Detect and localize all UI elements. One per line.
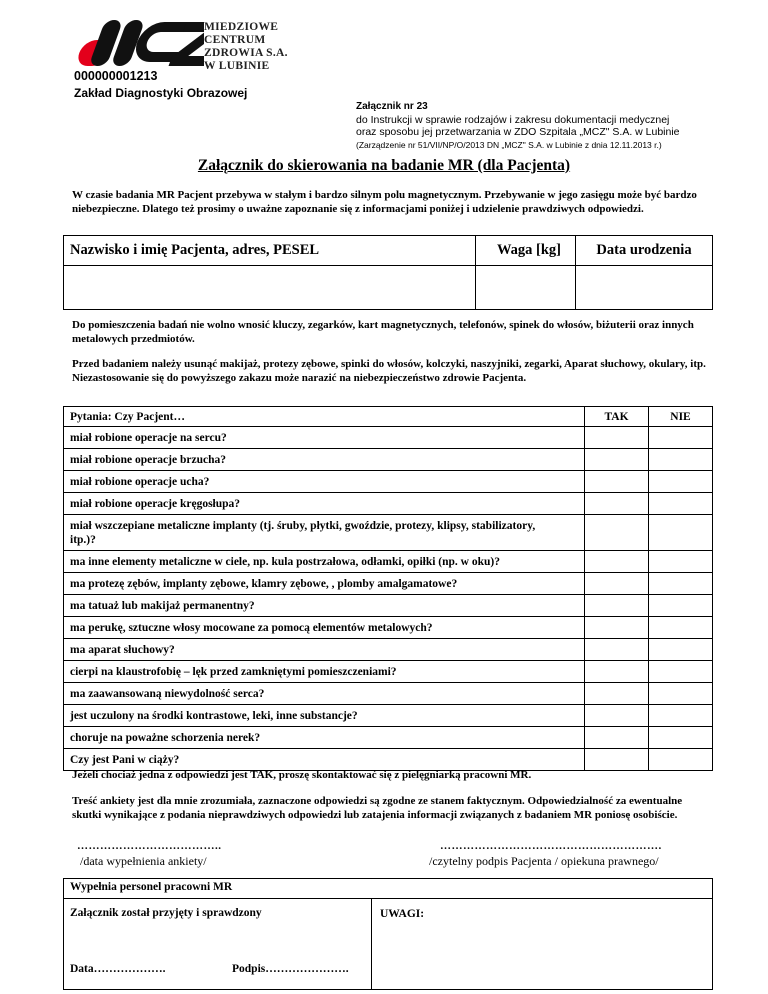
- staff-header: Wypełnia personel pracowni MR: [64, 879, 713, 899]
- attachment-note: [356, 101, 680, 151]
- attachment-regulation: (Zarządzenie nr 51/VII/NP/O/2013 DN „MCZ" S.A. w Lubinie z dnia 12.11.2013 r.): [356, 139, 662, 150]
- no-header: NIE: [649, 407, 713, 427]
- no-checkbox[interactable]: [649, 683, 713, 705]
- signature-caption: /czytelny podpis Pacjenta / opiekuna prawnego/: [429, 854, 659, 868]
- yes-checkbox[interactable]: [585, 573, 649, 595]
- no-checkbox[interactable]: [649, 551, 713, 573]
- question-text: miał robione operacje na sercu?: [64, 427, 585, 449]
- notes-field[interactable]: [372, 899, 713, 990]
- birth-date-field[interactable]: [576, 266, 713, 310]
- weight-header: Waga [kg]: [476, 236, 576, 266]
- no-checkbox[interactable]: [649, 661, 713, 683]
- no-checkbox[interactable]: [649, 515, 713, 551]
- declaration-text: Treść ankiety jest dla mnie zrozumiała, zaznaczone odpowiedzi są zgodne ze stanem faktycznym. Odpowiedzialność za ewentualne skutki wynikające z podania nieprawdziwych odpowiedzi lub zatajenia informacji związanych z badaniem MR poniosę osobiście.: [72, 795, 683, 821]
- question-text: ma tatuaż lub makijaż permanentny?: [64, 595, 585, 617]
- yes-checkbox[interactable]: [585, 639, 649, 661]
- no-checkbox[interactable]: [649, 427, 713, 449]
- warning-removal-text: Przed badaniem należy usunąć makijaż, protezy zębowe, spinki do włosów, kolczyki, naszyjniki, zegarki, Aparat słuchowy, okulary, itp.: [72, 358, 706, 370]
- no-checkbox[interactable]: [649, 617, 713, 639]
- question-text: miał robione operacje ucha?: [64, 471, 585, 493]
- question-text: choruje na poważne schorzenia nerek?: [64, 727, 585, 749]
- warning-objects: Do pomieszczenia badań nie wolno wnosić kluczy, zegarków, kart magnetycznych, telefonów, spinek do włosów, biżuterii oraz innych metalowych przedmiotów.: [72, 319, 694, 345]
- staff-table: [63, 878, 713, 990]
- intro-text: W czasie badania MR Pacjent przebywa w stałym i bardzo silnym polu magnetycznym. Przebywanie w jego zasięgu może być bardzo niebezpieczne. Dlatego też prosimy o uważne zapoznanie się z informacjami poniżej i udzielenie prawdziwych odpowiedzi.: [72, 189, 697, 215]
- department-name: Zakład Diagnostyki Obrazowej: [74, 86, 248, 100]
- document-number: 000000001213: [74, 69, 158, 83]
- yes-checkbox[interactable]: [585, 471, 649, 493]
- no-checkbox[interactable]: [649, 493, 713, 515]
- yes-checkbox[interactable]: [585, 449, 649, 471]
- yes-header: TAK: [585, 407, 649, 427]
- no-checkbox[interactable]: [649, 705, 713, 727]
- date-signature-line[interactable]: ………………………………..: [77, 840, 222, 852]
- contact-note: Jeżeli chociaż jedna z odpowiedzi jest TAK, proszę skontaktować się z pielęgniarką pracowni MR.: [72, 769, 532, 781]
- questions-table: [63, 406, 713, 771]
- yes-checkbox[interactable]: [585, 749, 649, 771]
- no-checkbox[interactable]: [649, 471, 713, 493]
- no-checkbox[interactable]: [649, 573, 713, 595]
- staff-acceptance-cell: [64, 899, 372, 990]
- question-text: ma protezę zębów, implanty zębowe, klamry zębowe, , plomby amalgamatowe?: [64, 573, 585, 595]
- org-name-line: MIEDZIOWE: [204, 21, 279, 33]
- org-name: [204, 21, 288, 73]
- birth-date-header: Data urodzenia: [576, 236, 713, 266]
- question-text: ma zaawansowaną niewydolność serca?: [64, 683, 585, 705]
- question-text: miał robione operacje brzucha?: [64, 449, 585, 471]
- yes-checkbox[interactable]: [585, 727, 649, 749]
- warning-danger-text: Niezastosowanie się do powyższego zakazu może narazić na niebezpieczeństwo zdrowie Pacjenta.: [72, 372, 527, 384]
- warning-removal: [72, 357, 712, 385]
- question-text: miał wszczepiane metaliczne implanty (tj. śruby, płytki, gwoździe, protezy, klipsy, stabilizatory, itp.)?: [64, 515, 585, 551]
- page-title: Załącznik do skierowania na badanie MR (dla Pacjenta): [197, 157, 571, 174]
- patient-name-field[interactable]: [64, 266, 476, 310]
- yes-checkbox[interactable]: [585, 427, 649, 449]
- weight-field[interactable]: [476, 266, 576, 310]
- attachment-line: oraz sposobu jej przetwarzania w ZDO Szpitala „MCZ" S.A. w Lubinie: [356, 126, 680, 138]
- question-text: Czy jest Pani w ciąży?: [64, 749, 585, 771]
- staff-signature-field[interactable]: Podpis………………….: [232, 963, 349, 975]
- patient-name-header: Nazwisko i imię Pacjenta, adres, PESEL: [64, 236, 476, 266]
- question-text: jest uczulony na środki kontrastowe, leki, inne substancje?: [64, 705, 585, 727]
- no-checkbox[interactable]: [649, 595, 713, 617]
- no-checkbox[interactable]: [649, 727, 713, 749]
- yes-checkbox[interactable]: [585, 705, 649, 727]
- no-checkbox[interactable]: [649, 749, 713, 771]
- yes-checkbox[interactable]: [585, 515, 649, 551]
- yes-checkbox[interactable]: [585, 551, 649, 573]
- no-checkbox[interactable]: [649, 639, 713, 661]
- notes-label: UWAGI:: [380, 908, 425, 920]
- question-text: ma aparat słuchowy?: [64, 639, 585, 661]
- org-name-line: W LUBINIE: [204, 60, 270, 72]
- yes-checkbox[interactable]: [585, 661, 649, 683]
- question-text: ma perukę, sztuczne włosy mocowane za pomocą elementów metalowych?: [64, 617, 585, 639]
- yes-checkbox[interactable]: [585, 493, 649, 515]
- questions-header: Pytania: Czy Pacjent…: [64, 407, 585, 427]
- attachment-title: Załącznik nr 23: [356, 101, 428, 112]
- patient-signature-line[interactable]: ………………………………………………….: [440, 840, 662, 852]
- date-caption: /data wypełnienia ankiety/: [80, 854, 207, 868]
- accepted-label: Załącznik został przyjęty i sprawdzony: [70, 907, 262, 919]
- yes-checkbox[interactable]: [585, 683, 649, 705]
- attachment-line: do Instrukcji w sprawie rodzajów i zakresu dokumentacji medycznej: [356, 113, 670, 126]
- question-text: ma inne elementy metaliczne w ciele, np. kula postrzałowa, odłamki, opiłki (np. w oku)?: [64, 551, 585, 573]
- staff-date-field[interactable]: Data……………….: [70, 963, 166, 975]
- yes-checkbox[interactable]: [585, 595, 649, 617]
- org-name-line: CENTRUM: [204, 34, 266, 46]
- patient-info-table: [63, 235, 713, 310]
- no-checkbox[interactable]: [649, 449, 713, 471]
- question-text: cierpi na klaustrofobię – lęk przed zamkniętymi pomieszczeniami?: [64, 661, 585, 683]
- yes-checkbox[interactable]: [585, 617, 649, 639]
- org-name-line: ZDROWIA S.A.: [204, 47, 288, 59]
- question-text: miał robione operacje kręgosłupa?: [64, 493, 585, 515]
- mcz-logo-mark: [70, 18, 204, 70]
